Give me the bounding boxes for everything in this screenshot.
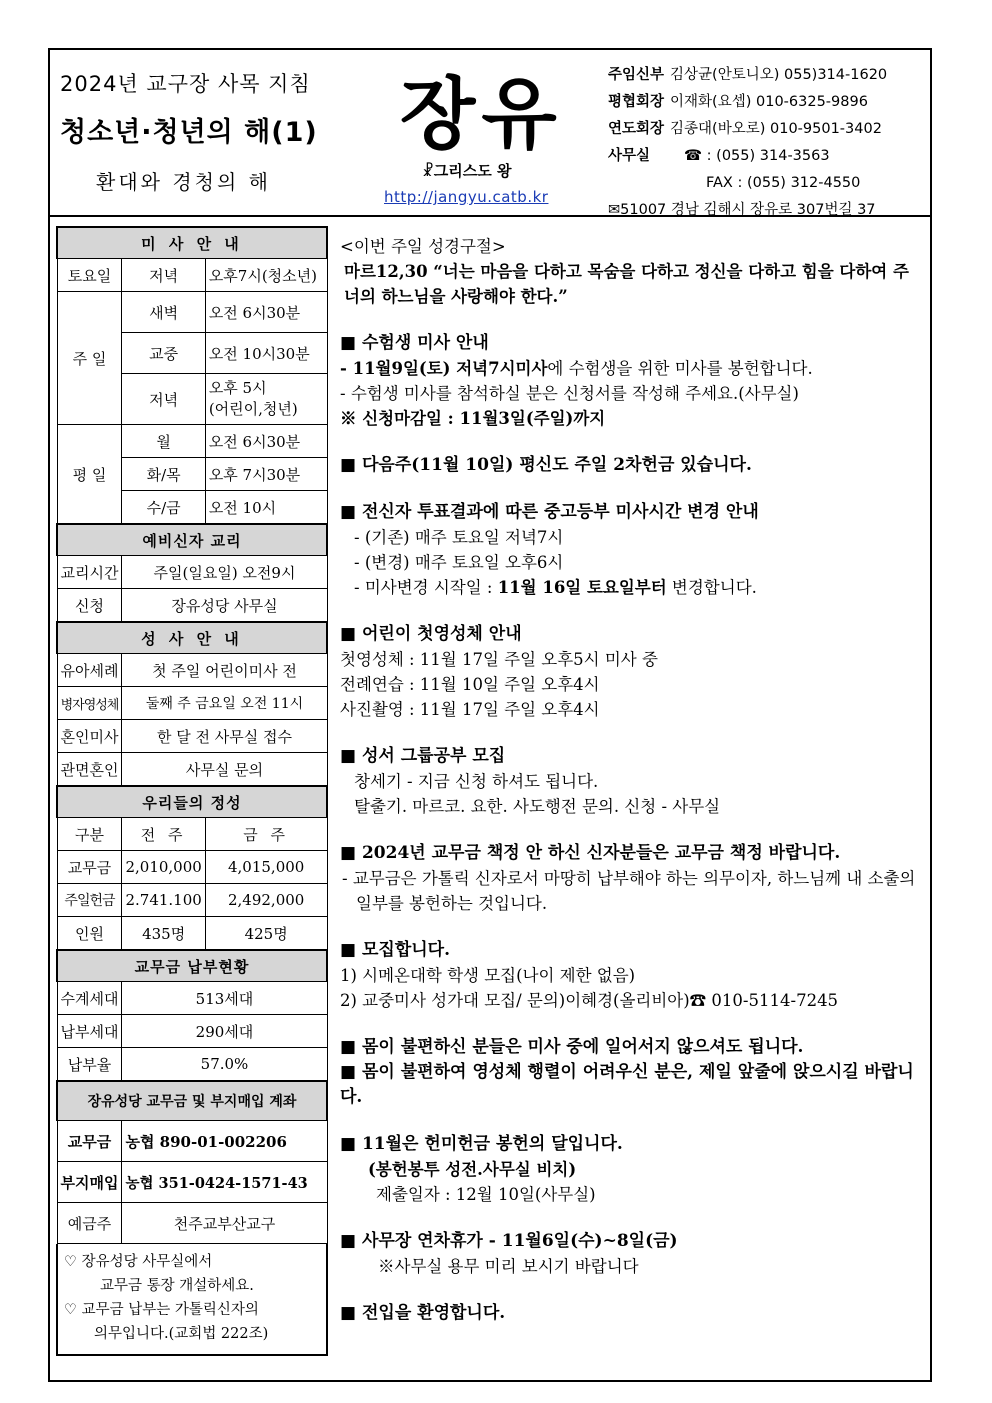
- recruit-block: [340, 938, 924, 1013]
- notice-title: ■ 수험생 미사 안내: [340, 333, 489, 353]
- row-label: 교무금: [57, 851, 122, 884]
- table-row: [57, 1203, 327, 1244]
- info-table: [56, 226, 328, 1244]
- schedule-change-block: [340, 500, 924, 600]
- contact-row: [608, 197, 887, 224]
- notice-title: ■ 전입을 환영합니다.: [340, 1303, 506, 1323]
- row-value: 농협 351-0424-1571-43: [122, 1162, 327, 1203]
- row-value: 농협 890-01-002206: [122, 1121, 327, 1162]
- notice-line: ※ 신청마감일 : 11월3일(주일)까지: [340, 409, 606, 428]
- this-week-value: 2,492,000: [205, 884, 327, 917]
- policy-line-3: 환대와 경청의 해: [96, 170, 271, 194]
- mass-slot: 화/목: [122, 458, 205, 491]
- prev-week-value: 435명: [122, 917, 205, 951]
- notice-line: 2) 교중미사 성가대 모집/ 문의)이혜경(올리비아)☎ 010-5114-7245: [340, 991, 839, 1010]
- table-row: [57, 1121, 327, 1162]
- notice-title: ■ 다음주(11월 10일) 평신도 주일 2차헌금 있습니다.: [340, 455, 752, 475]
- row-label: 병자영성체: [57, 687, 122, 720]
- contact-value: 김종대(바오로) 010-9501-3402: [670, 121, 882, 137]
- account-note: [56, 1244, 328, 1356]
- contact-value: ✉51007 경남 김해시 장유로 307번길 37: [608, 202, 876, 218]
- row-value: 57.0%: [122, 1048, 327, 1082]
- notice-line: 첫영성체 : 11월 17일 주일 오후5시 미사 중: [340, 650, 658, 669]
- table-row: [57, 1015, 327, 1048]
- table-row: [57, 687, 327, 720]
- contact-row: [608, 116, 887, 143]
- mass-slot: 수/금: [122, 491, 205, 525]
- contacts: [608, 62, 887, 224]
- policy-line-2: 청소년·청년의 해(1): [60, 117, 318, 148]
- row-value: 천주교부산교구: [122, 1203, 327, 1244]
- note-line: 의무입니다.(교회법 222조): [94, 1326, 269, 1342]
- notice-line: [340, 575, 924, 600]
- row-value: 첫 주일 어린이미사 전: [122, 654, 327, 687]
- mass-day: 주 일: [57, 292, 122, 425]
- mass-time-line: (어린이,청년): [208, 400, 298, 418]
- note-line: ♡ 교무금 납부는 가톨릭신자의: [64, 1302, 259, 1318]
- notice-title: ■ 사무장 연차휴가 - 11월6일(수)~8일(금): [340, 1231, 678, 1251]
- row-label: 주일헌금: [57, 884, 122, 917]
- prev-week-value: 2,010,000: [122, 851, 205, 884]
- contact-row: [608, 170, 887, 197]
- notice-title: ■ 2024년 교무금 책정 안 하신 신자분들은 교무금 책정 바랍니다.: [340, 843, 841, 863]
- notice-line: 제출일자 : 12월 10일(사무실): [376, 1185, 596, 1204]
- notice-line: 탈출기. 마르코. 요한. 사도행전 문의. 신청 - 사무실: [354, 797, 721, 816]
- table-row: [57, 1048, 327, 1082]
- contact-label: 사무실: [608, 148, 651, 164]
- dues-title: 교무금 납부현황: [57, 950, 327, 982]
- notice-text: - 미사변경 시작일 :: [354, 578, 498, 597]
- contact-value: 이재화(요셉) 010-6325-9896: [670, 94, 868, 110]
- notice-line: - (기존) 매주 토요일 저녁7시: [354, 528, 564, 547]
- contact-row: [608, 143, 887, 170]
- contact-row: [608, 62, 887, 89]
- this-week-value: 425명: [205, 917, 327, 951]
- row-value: 장유성당 사무실: [122, 589, 327, 623]
- table-row: [57, 818, 327, 851]
- notice-title: ■ 어린이 첫영성체 안내: [340, 624, 522, 644]
- contact-label: 평협회장: [608, 94, 665, 110]
- row-label: 예금주: [57, 1203, 122, 1244]
- notice-text: 변경합니다.: [666, 578, 757, 597]
- table-row: [57, 259, 327, 292]
- catechumen-title: 예비신자 교리: [57, 524, 327, 556]
- column-header: 전 주: [122, 818, 205, 851]
- row-value: 사무실 문의: [122, 753, 327, 787]
- note-line: 교무금 통장 개설하세요.: [100, 1278, 254, 1294]
- mass-slot: 저녁: [122, 259, 205, 292]
- row-value: 둘째 주 금요일 오전 11시: [122, 687, 327, 720]
- notice-title: ■ 성서 그룹공부 모집: [340, 746, 506, 766]
- row-label: 유아세례: [57, 654, 122, 687]
- contact-value: FAX : (055) 312-4550: [706, 175, 861, 191]
- mass-time: 오후 7시30분: [205, 458, 327, 491]
- policy-line-1: 2024년 교구장 사목 지침: [60, 72, 311, 96]
- table-row: [57, 292, 327, 333]
- note-line: ♡ 장유성당 사무실에서: [64, 1254, 213, 1270]
- unwell-block: [340, 1035, 924, 1110]
- mass-time: 오전 6시30분: [205, 292, 327, 333]
- notices-column: [340, 234, 924, 1348]
- notice-line: - (변경) 매주 토요일 오후6시: [354, 553, 564, 572]
- notice-line: - 수험생 미사를 참석하실 분은 신청서를 작성해 주세요.(사무실): [340, 384, 799, 403]
- mass-time: 오후7시(청소년): [205, 259, 327, 292]
- scripture-block: [340, 234, 924, 309]
- offering-title: 우리들의 정성: [57, 786, 327, 818]
- table-row: [57, 654, 327, 687]
- contact-label: 연도회장: [608, 121, 665, 137]
- mass-slot: 저녁: [122, 374, 205, 425]
- contact-value: ☎ : (055) 314-3563: [684, 148, 830, 164]
- row-label: 부지매입: [57, 1162, 122, 1203]
- notice-line: 전례연습 : 11월 10일 주일 오후4시: [340, 675, 600, 694]
- notice-line: 1) 시메온대학 학생 모집(나이 제한 없음): [340, 966, 636, 985]
- notice-emphasis: - 11월9일(토) 저녁7시미사: [340, 359, 548, 378]
- table-row: [57, 720, 327, 753]
- row-value: 290세대: [122, 1015, 327, 1048]
- table-row: [57, 917, 327, 951]
- mass-time: 오전 10시: [205, 491, 327, 525]
- first-communion-block: [340, 622, 924, 722]
- mass-day: 평 일: [57, 425, 122, 525]
- notice-line: [340, 356, 924, 381]
- prev-week-value: 2.741.100: [122, 884, 205, 917]
- collection-block: [340, 453, 924, 478]
- row-label: 수계세대: [57, 982, 122, 1015]
- scripture-title: <이번 주일 성경구절>: [340, 237, 506, 256]
- row-label: 신청: [57, 589, 122, 623]
- patron: ☧그리스도 왕: [422, 162, 512, 180]
- left-column: [56, 226, 330, 1356]
- bulletin-frame: [48, 48, 932, 1382]
- table-row: [57, 1162, 327, 1203]
- vacation-block: [340, 1229, 924, 1279]
- notice-title: ■ 몸이 불편하신 분들은 미사 중에 일어서지 않으셔도 됩니다.: [340, 1037, 804, 1057]
- exam-mass-block: [340, 331, 924, 431]
- row-label: 관면혼인: [57, 753, 122, 787]
- sacraments-title: 성 사 안 내: [57, 622, 327, 654]
- table-row: [57, 425, 327, 458]
- row-label: 교리시간: [57, 556, 122, 589]
- donation-block: [340, 1132, 924, 1207]
- notice-line: - 교무금은 가톨릭 신자로서 마땅히 납부해야 하는 의무이자, 하느님께 내 소출의 일부를 봉헌하는 것입니다.: [342, 869, 916, 913]
- mass-time: [205, 374, 327, 425]
- notice-title: ■ 모집합니다.: [340, 940, 451, 960]
- mass-slot: 월: [122, 425, 205, 458]
- notice-title: ■ 전신자 투표결과에 따른 중고등부 미사시간 변경 안내: [340, 502, 759, 522]
- scripture-text: 마르12,30 “너는 마음을 다하고 목숨을 다하고 정신을 다하고 힘을 다하여 주 너의 하느님을 사랑해야 한다.”: [344, 262, 909, 306]
- notice-line: (봉헌봉투 성전.사무실 비치): [368, 1160, 577, 1179]
- mass-day: 토요일: [57, 259, 122, 292]
- mass-time-line: 오후 5시: [208, 379, 267, 397]
- notice-title: ■ 몸이 불편하여 영성체 행렬이 어려우신 분은, 제일 앞줄에 앉으시길 바랍니다.: [340, 1062, 914, 1107]
- column-header: 구분: [57, 818, 122, 851]
- mass-time: 오전 10시30분: [205, 333, 327, 374]
- this-week-value: 4,015,000: [205, 851, 327, 884]
- dues-notice-block: [340, 841, 924, 916]
- notice-text: 에 수험생을 위한 미사를 봉헌합니다.: [547, 359, 813, 378]
- table-row: [57, 556, 327, 589]
- row-value: 513세대: [122, 982, 327, 1015]
- contact-label: 주임신부: [608, 67, 665, 83]
- header: [50, 50, 930, 217]
- contact-value: 김상균(안토니오) 055)314-1620: [670, 67, 888, 83]
- row-label: 혼인미사: [57, 720, 122, 753]
- row-label: 인원: [57, 917, 122, 951]
- notice-line: 창세기 - 지금 신청 하셔도 됩니다.: [354, 772, 599, 791]
- table-row: [57, 589, 327, 623]
- table-row: [57, 753, 327, 787]
- mass-slot: 새벽: [122, 292, 205, 333]
- column-header: 금 주: [205, 818, 327, 851]
- notice-title: ■ 11월은 헌미헌금 봉헌의 달입니다.: [340, 1134, 623, 1154]
- row-label: 납부세대: [57, 1015, 122, 1048]
- row-value: 한 달 전 사무실 접수: [122, 720, 327, 753]
- notice-line: ※사무실 용무 미리 보시기 바랍니다: [378, 1257, 639, 1276]
- row-label: 교무금: [57, 1121, 122, 1162]
- welcome-block: [340, 1301, 924, 1326]
- contact-row: [608, 89, 887, 116]
- parish-title: 장유: [400, 70, 563, 160]
- mass-title: 미 사 안 내: [57, 227, 327, 259]
- table-row: [57, 884, 327, 917]
- notice-line: 사진촬영 : 11월 17일 주일 오후4시: [340, 700, 600, 719]
- mass-time: 오전 6시30분: [205, 425, 327, 458]
- mass-slot: 교중: [122, 333, 205, 374]
- website-link[interactable]: http://jangyu.catb.kr: [384, 188, 549, 206]
- account-title: 장유성당 교무금 및 부지매입 계좌: [57, 1081, 327, 1121]
- bible-study-block: [340, 744, 924, 819]
- row-value: 주일(일요일) 오전9시: [122, 556, 327, 589]
- table-row: [57, 982, 327, 1015]
- row-label: 납부율: [57, 1048, 122, 1082]
- table-row: [57, 851, 327, 884]
- notice-emphasis: 11월 16일 토요일부터: [497, 578, 667, 597]
